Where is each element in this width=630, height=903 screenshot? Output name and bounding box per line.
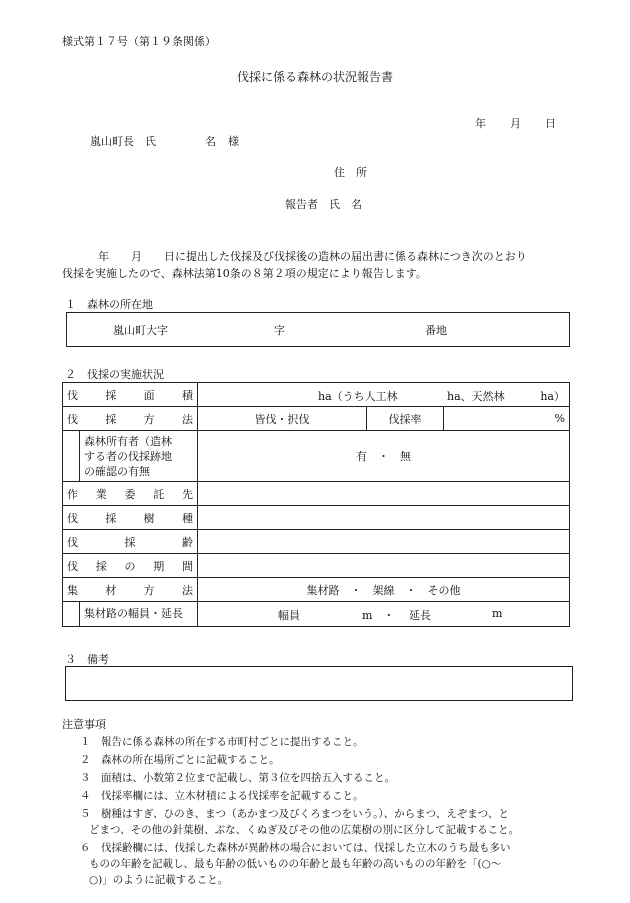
date-month: 月	[510, 117, 521, 130]
row-road	[63, 602, 570, 627]
addressee-name: 名	[205, 135, 216, 148]
label-transport: 集 材 方 法	[63, 578, 198, 602]
location-ooaza: 嵐山町大字	[113, 324, 168, 337]
road-m2: m	[492, 607, 503, 620]
row-confirm	[63, 431, 570, 482]
notes-heading: 注意事項	[62, 718, 106, 731]
area-natural: ha）	[540, 389, 565, 403]
road-value	[198, 602, 570, 627]
intro-line-2: 伐採を実施したので、森林法第10条の８第２項の規定により報告します。	[62, 267, 427, 280]
confirm-value: 有 ・ 無	[198, 431, 570, 482]
label-age: 伐 採 齢	[63, 530, 198, 554]
location-banchi: 番地	[425, 324, 447, 337]
road-m1: m ・	[362, 609, 395, 622]
addressee-sama: 様	[228, 135, 239, 148]
row-age	[63, 530, 570, 554]
label-road: 集材路の幅員・延長	[63, 602, 198, 627]
note-4: ４ 伐採率欄には、立木材積による伐採率を記載すること。	[80, 790, 364, 802]
note-5-cont: どまつ、その他の針葉樹、ぶな、くぬぎ及びその他の広葉樹の別に区分して記載すること。	[89, 824, 520, 836]
label-method: 伐 採 方 法	[63, 407, 198, 431]
label-confirm: 森林所有者（造林 する者の伐採跡地 の確認の有無	[63, 431, 198, 482]
note-6-cont: ものの年齢を記載し、最も年齢の低いものの年齢と最も年齢の高いものの年齢を「(○〜	[89, 858, 502, 870]
date-day: 日	[545, 117, 556, 130]
note-1: １ 報告に係る森林の所在する市町村ごとに提出すること。	[80, 736, 364, 748]
value-area	[198, 383, 570, 407]
addressee-mayor: 嵐山町長 氏	[90, 135, 156, 148]
road-length: 延長	[409, 609, 431, 622]
note-6-cont2: ○)」のように記載すること。	[89, 874, 229, 886]
note-2: ２ 森林の所在場所ごとに記載すること。	[80, 754, 280, 766]
note-5: ５ 樹種はすぎ、ひのき、まつ（あかまつ及びくろまつをいう。）、からまつ、えぞまつ、と	[80, 808, 509, 820]
section1-heading: １ 森林の所在地	[65, 298, 153, 311]
row-transport	[63, 578, 570, 602]
felling-status-table	[62, 382, 570, 627]
remarks-box	[65, 666, 573, 701]
location-box	[66, 312, 570, 347]
date-year: 年	[475, 117, 486, 130]
intro-line-1: 年 月 日に提出した伐採及び伐採後の造林の届出書に係る森林につき次のとおり	[98, 250, 527, 263]
contractor-value	[198, 482, 570, 506]
row-period	[63, 554, 570, 578]
label-area: 伐 採 面 積	[63, 383, 198, 407]
section3-heading: ３ 備考	[65, 653, 109, 666]
age-value	[198, 530, 570, 554]
row-species	[63, 506, 570, 530]
page-title: 伐採に係る森林の状況報告書	[236, 70, 393, 84]
label-contractor: 作 業 委 託 先	[63, 482, 198, 506]
note-3: ３ 面積は、小数第２位まで記載し、第３位を四捨五入すること。	[80, 772, 395, 784]
row-method	[63, 407, 570, 431]
rate-label: 伐採率	[367, 407, 444, 431]
rate-percent: %	[444, 407, 570, 431]
reporter-label: 報告者 氏 名	[285, 198, 362, 211]
address-label: 住 所	[334, 166, 367, 179]
form-number: 様式第１７号（第１９条関係）	[62, 35, 216, 48]
row-contractor	[63, 482, 570, 506]
period-value	[198, 554, 570, 578]
area-ha: ha（うち人工林	[318, 389, 398, 403]
road-width: 幅員	[278, 609, 300, 622]
label-period: 伐 採 の 期 間	[63, 554, 198, 578]
section2-heading: ２ 伐採の実施状況	[65, 368, 164, 381]
species-value	[198, 506, 570, 530]
label-species: 伐 採 樹 種	[63, 506, 198, 530]
method-value: 皆伐・択伐	[198, 407, 367, 431]
note-6: ６ 伐採齢欄には、伐採した森林が異齢林の場合においては、伐採した立木のうち最も多い	[80, 842, 511, 854]
row-area	[63, 383, 570, 407]
area-planted: ha、天然林	[447, 389, 505, 403]
location-aza: 字	[274, 324, 285, 337]
transport-value: 集材路 ・ 架線 ・ その他	[198, 578, 570, 602]
